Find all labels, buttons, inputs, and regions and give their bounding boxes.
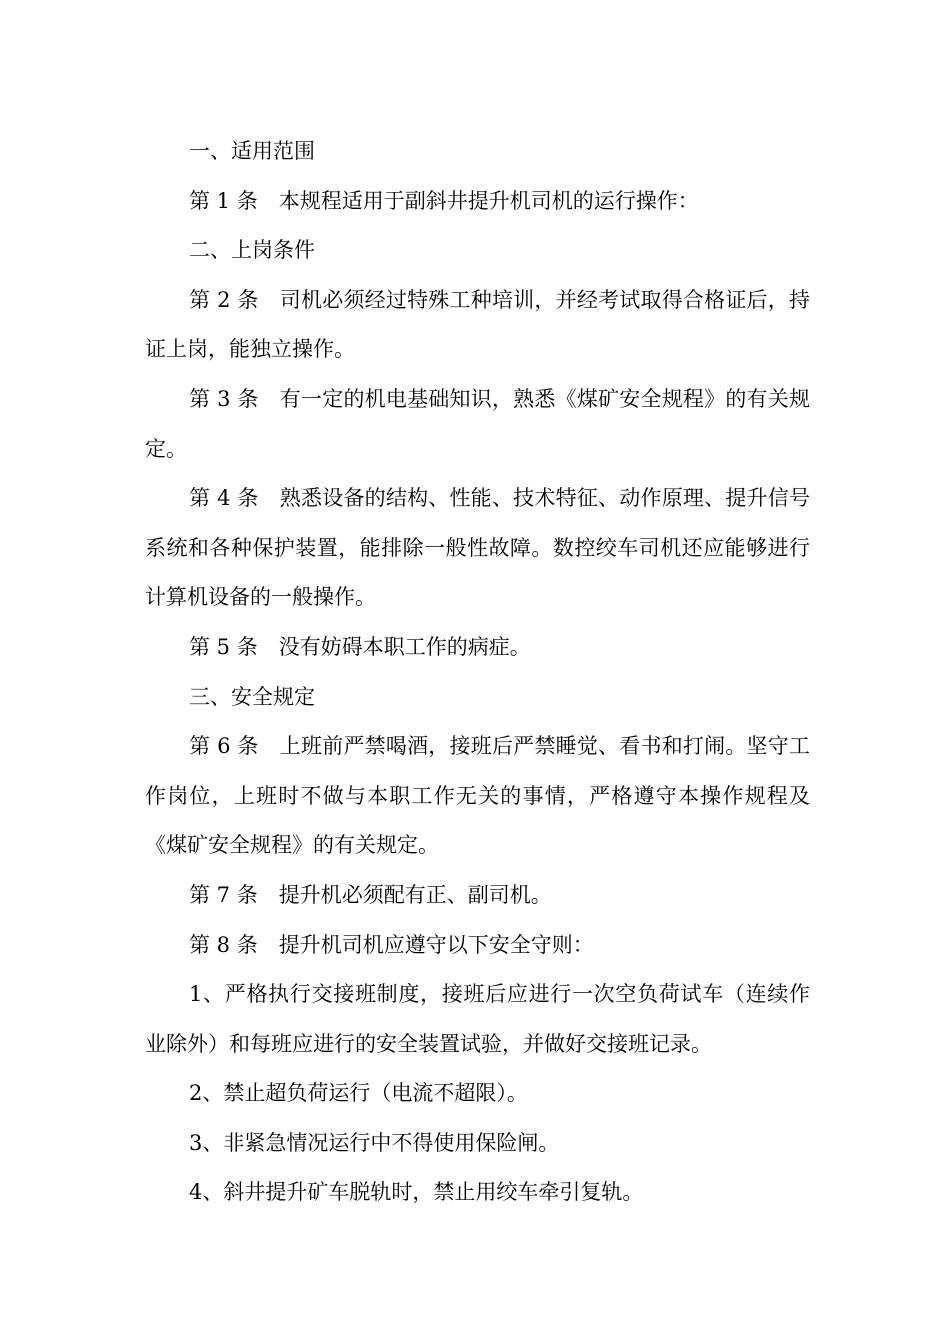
section-heading-qualifications: 二、上岗条件 xyxy=(189,238,315,263)
article-4: 第 4 条 熟悉设备的结构、性能、技术特征、动作原理、提升信号系统和各种保护装置，能排除一般性故障。数控绞车司机还应能够进行计算机设备的一般操作。 xyxy=(145,486,810,610)
article-6: 第 6 条 上班前严禁喝酒，接班后严禁睡觉、看书和打闹。坚守工作岗位，上班时不做与本职工作无关的事情，严格遵守本操作规程及《煤矿安全规程》的有关规定。 xyxy=(145,734,810,858)
document-body xyxy=(145,127,810,1218)
rule-item-2: 2、禁止超负荷运行（电流不超限）。 xyxy=(189,1081,528,1106)
rule-item-3: 3、非紧急情况运行中不得使用保险闸。 xyxy=(189,1130,560,1155)
article-3: 第 3 条 有一定的机电基础知识，熟悉《煤矿安全规程》的有关规定。 xyxy=(145,386,810,461)
rule-item-4: 4、斜井提升矿车脱轨时，禁止用绞车牵引复轨。 xyxy=(189,1180,644,1205)
section-heading-scope: 一、适用范围 xyxy=(189,139,315,163)
article-8: 第 8 条 提升机司机应遵守以下安全守则： xyxy=(189,932,594,957)
article-2: 第 2 条 司机必须经过特殊工种培训，并经考试取得合格证后，持证上岗，能独立操作。 xyxy=(145,287,810,362)
article-1: 第 1 条 本规程适用于副斜井提升机司机的运行操作： xyxy=(189,188,699,213)
article-5: 第 5 条 没有妨碍本职工作的病症。 xyxy=(189,634,531,659)
article-7: 第 7 条 提升机必须配有正、副司机。 xyxy=(189,882,552,907)
rule-item-1: 1、严格执行交接班制度，接班后应进行一次空负荷试车（连续作业除外）和每班应进行的安全装置试验，并做好交接班记录。 xyxy=(145,982,810,1056)
section-heading-safety: 三、安全规定 xyxy=(189,684,315,709)
